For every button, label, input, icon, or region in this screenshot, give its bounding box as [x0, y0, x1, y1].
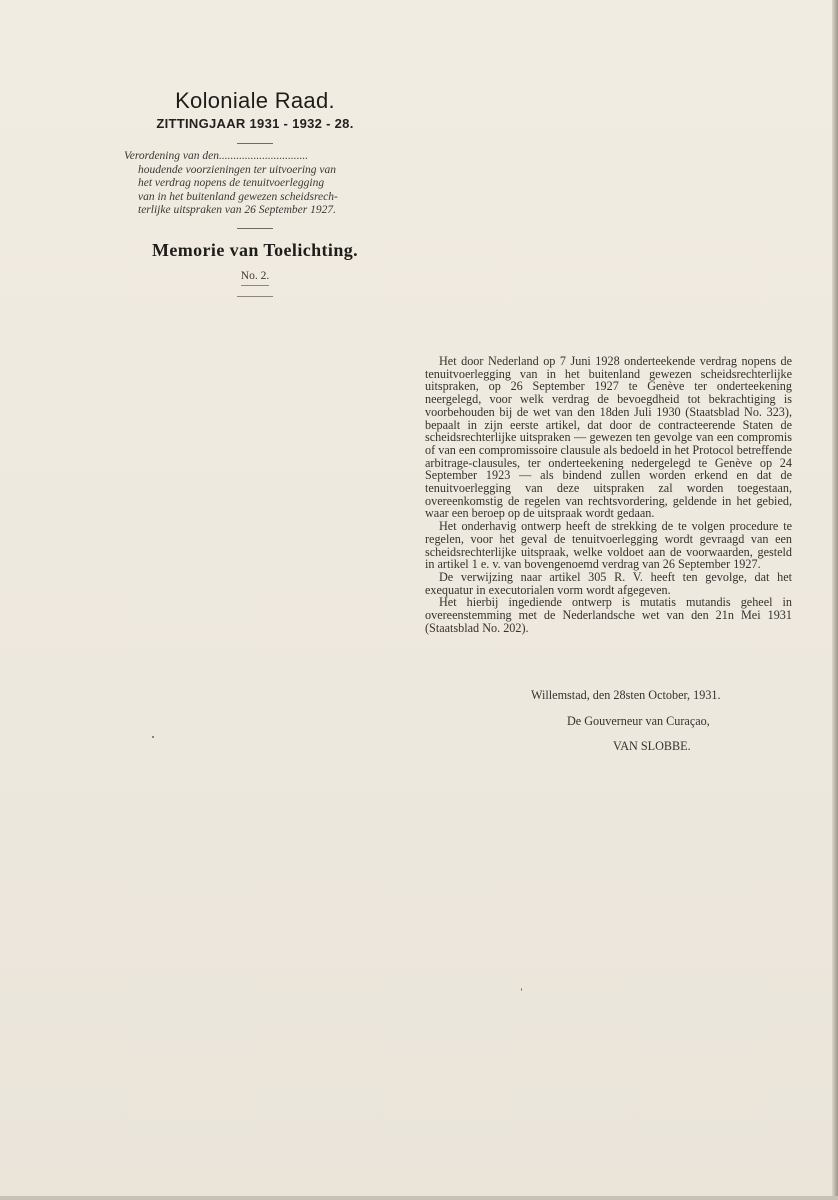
council-title: Koloniale Raad. [175, 88, 335, 113]
body-paragraph: Het door Nederland op 7 Juni 1928 onderteekende verdrag nopens de tenuitvoerlegging van in het buitenland gewezen scheidsrechterlijke uitspraken, op 26 September 1927 te Genève ter onderteekening neergelegd, voor welk verdrag de bevoegdheid tot bekrachtiging is voorbehouden bij de wet van den 18den Juli 1930 (Staatsblad No. 323), bepaalt in zijn eerste artikel, dat door de contracteerende Staten de scheidsrechterlijke uitspraken — gewezen ten gevolge van een compromis of van een compromissoire clausule als bedoeld in het Protocol betreffende arbitrage-clausules, ter onderteekening nedergelegd te Genève op 24 September 1923 — als bindend zullen worden erkend en dat de tenuitvoerlegging van deze uitspraken zal worden toegestaan, overeenkomstig de regelen van rechtsvordering, geldende in het gebied, waar een beroep op de uitspraak wordt gedaan. [425, 354, 792, 521]
divider [237, 296, 273, 297]
governor-name: VAN SLOBBE. [613, 739, 691, 753]
body-paragraph: Het hierbij ingediende ontwerp is mutatis mutandis geheel in overeenstemming met de Nederlandsche wet van den 21n Mei 1931 (Staatsblad No. 202). [425, 595, 792, 635]
page-bottom-edge [0, 1196, 838, 1200]
divider [237, 143, 273, 144]
paper-speck [521, 988, 522, 991]
ordinance-line: Verordening van den............................... [124, 150, 309, 162]
paper-speck [152, 736, 154, 738]
document-header [110, 88, 400, 297]
place-and-date: Willemstad, den 28sten October, 1931. [531, 688, 721, 702]
document-number: No. 2. [241, 269, 269, 286]
ordinance-line: houdende voorzieningen ter uitvoering van [138, 163, 337, 176]
ordinance-title [124, 150, 378, 218]
ordinance-line: van in het buitenland gewezen scheidsrech- [138, 190, 338, 203]
body-paragraph: De verwijzing naar artikel 305 R. V. heeft ten gevolge, dat het exequatur in executorialen vorm wordt afgegeven. [425, 569, 792, 597]
divider [237, 228, 273, 229]
session-year: ZITTINGJAAR 1931 - 1932 - 28. [156, 116, 354, 131]
page-edge-shadow [832, 0, 838, 1200]
body-paragraph: Het onderhavig ontwerp heeft de strekking de te volgen procedure te regelen, voor het geval de tenuitvoerlegging wordt gevraagd van een scheidsrechterlijke uitspraak, welke voldoet aan de voorwaarden, gesteld in artikel 1 e. v. van bovengenoemd verdrag van 26 September 1927. [425, 519, 792, 572]
memorie-heading: Memorie van Toelichting. [151, 239, 359, 260]
explanatory-memorandum-body [425, 355, 792, 634]
ordinance-line: het verdrag nopens de tenuitvoerlegging [138, 177, 325, 190]
ordinance-line: terlijke uitspraken van 26 September 1927. [138, 204, 337, 217]
governor-office: De Gouverneur van Curaçao, [567, 714, 710, 728]
